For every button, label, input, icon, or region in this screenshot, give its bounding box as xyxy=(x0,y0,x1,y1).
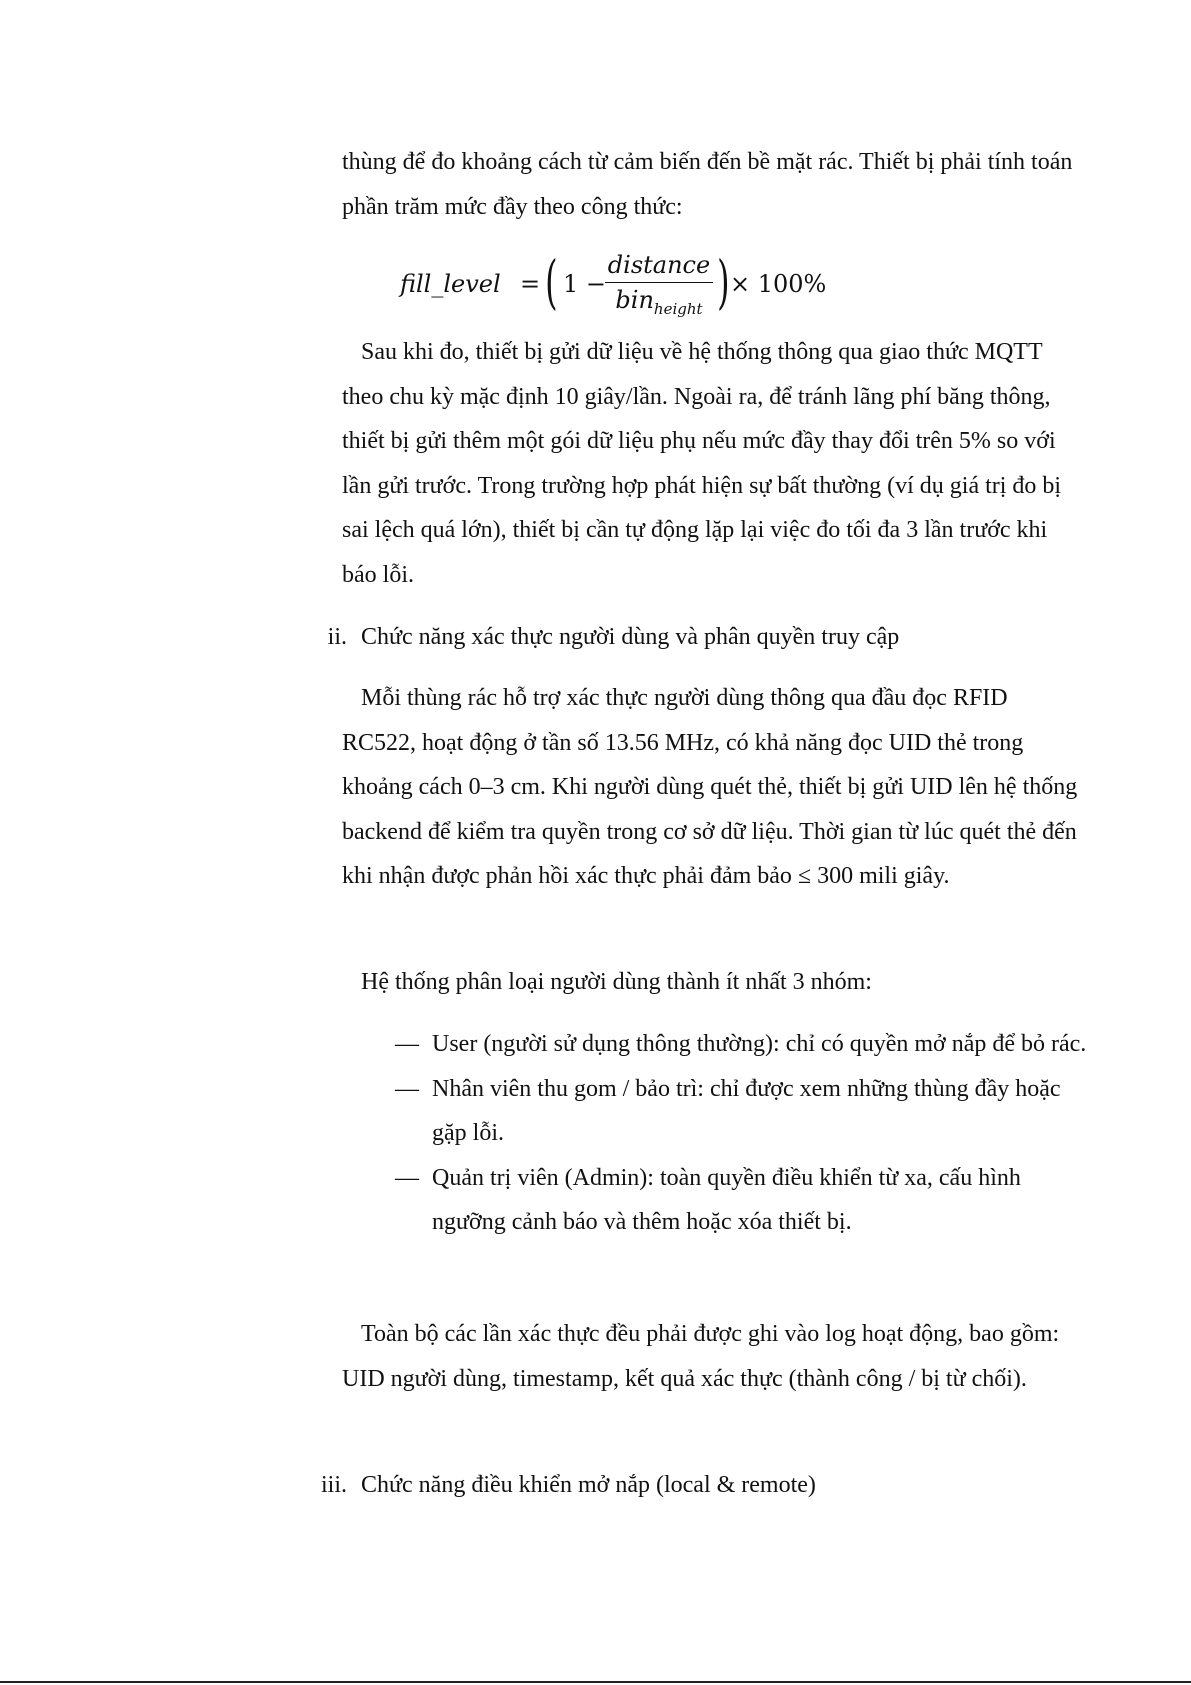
formula-denominator-base: bin xyxy=(615,286,654,314)
section-title-ii: Chức năng xác thực người dùng và phân quyền truy cập xyxy=(361,624,900,650)
formula-times-percent: × 100% xyxy=(730,270,827,298)
formula-lhs: fill_level xyxy=(400,270,501,298)
list-item-text: Quản trị viên (Admin): toàn quyền điều khiển từ xa, cấu hình ngưỡng cảnh báo và thêm hoặc xóa thiết bị. xyxy=(432,1164,1021,1235)
list-item-text: Nhân viên thu gom / bảo trì: chỉ được xem những thùng đầy hoặc gặp lỗi. xyxy=(432,1075,1061,1146)
formula-one-minus: 1 − xyxy=(563,270,607,298)
list-item xyxy=(395,1067,1095,1156)
formula-fraction xyxy=(605,250,713,324)
list-item-text: User (người sử dụng thông thường): chỉ có quyền mở nắp để bỏ rác. xyxy=(432,1031,1087,1057)
formula-close-paren: ) xyxy=(717,248,730,316)
fill-level-formula xyxy=(400,250,920,320)
paragraph-auth-log: Toàn bộ các lần xác thực đều phải được ghi vào log hoạt động, bao gồm: UID người dùng, timestamp, kết quả xác thực (thành công / bị từ chối). xyxy=(342,1321,1060,1392)
formula-denominator xyxy=(605,283,713,324)
section-heading-iii xyxy=(320,1470,816,1500)
footer-rule xyxy=(0,1681,1191,1683)
section-heading-ii xyxy=(327,622,900,652)
paragraph-mqtt: Sau khi đo, thiết bị gửi dữ liệu về hệ thống thông qua giao thức MQTT theo chu kỳ mặc định 10 giây/lần. Ngoài ra, để tránh lãng phí băng thông, thiết bị gửi thêm một gói dữ liệu phụ nếu mức đầy thay đổi trên 5% so với lần gửi trước. Trong trường hợp phát hiện sự bất thường (ví dụ giá trị đo bị sai lệch quá lớn), thiết bị cần tự động lặp lại việc đo tối đa 3 lần trước khi báo lỗi. xyxy=(342,339,1062,588)
list-item xyxy=(395,1022,1095,1067)
bullet-dash: — xyxy=(395,1031,419,1057)
section-title-iii: Chức năng điều khiển mở nắp (local & remote) xyxy=(361,1472,816,1498)
formula-numerator: distance xyxy=(605,250,713,283)
bullet-dash: — xyxy=(395,1164,419,1191)
formula-equals: = xyxy=(520,270,541,298)
section-number-ii: ii. xyxy=(327,624,347,650)
paragraph-rfid: Mỗi thùng rác hỗ trợ xác thực người dùng thông qua đầu đọc RFID RC522, hoạt động ở tần số 13.56 MHz, có khả năng đọc UID thẻ trong khoảng cách 0–3 cm. Khi người dùng quét thẻ, thiết bị gửi UID lên hệ thống backend để kiểm tra quyền trong cơ sở dữ liệu. Thời gian từ lúc quét thẻ đến khi nhận được phản hồi xác thực phải đảm bảo ≤ 300 mili giây. xyxy=(342,685,1078,889)
formula-open-paren: ( xyxy=(545,248,558,316)
section-number-iii: iii. xyxy=(320,1472,347,1498)
paragraph-fill-level-intro: thùng để đo khoảng cách từ cảm biến đến bề mặt rác. Thiết bị phải tính toán phần trăm mức đầy theo công thức: xyxy=(342,149,1073,220)
paragraph-user-groups: Hệ thống phân loại người dùng thành ít nhất 3 nhóm: xyxy=(361,969,872,995)
bullet-dash: — xyxy=(395,1075,419,1102)
user-group-list xyxy=(395,1022,1095,1245)
formula-denominator-sub: height xyxy=(653,300,703,318)
list-item xyxy=(395,1156,1095,1245)
